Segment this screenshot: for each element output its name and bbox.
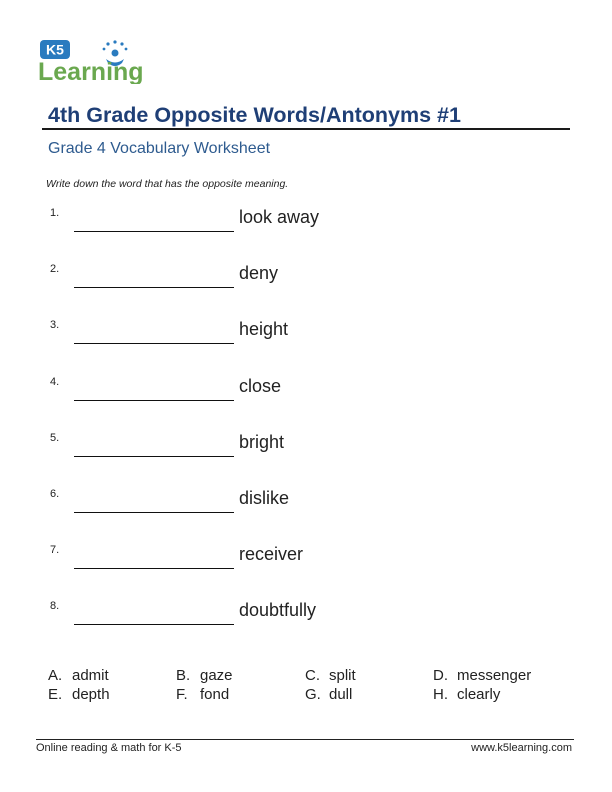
question-item [0, 488, 612, 528]
title-underline [42, 128, 570, 130]
k5-learning-logo [38, 38, 154, 84]
logo-wordmark: Learning [38, 58, 144, 84]
question-number: 4. [50, 376, 60, 388]
question-word: dislike [239, 488, 290, 508]
question-item [0, 376, 612, 416]
page-subtitle: Grade 4 Vocabulary Worksheet [48, 140, 271, 157]
answer-blank[interactable] [74, 456, 234, 457]
question-item [0, 319, 612, 359]
question-number: 1. [50, 207, 60, 219]
question-item [0, 544, 612, 584]
word-bank-row [0, 686, 612, 706]
question-word: look away [239, 207, 320, 227]
answer-blank[interactable] [74, 287, 234, 288]
question-number: 8. [50, 600, 60, 612]
question-word: deny [239, 263, 279, 283]
question-number: 3. [50, 319, 60, 331]
word-bank-option: C. split [305, 667, 356, 684]
question-word: bright [239, 432, 285, 452]
question-item [0, 263, 612, 303]
word-bank-option: H. clearly [433, 686, 501, 703]
word-bank-option: E. depth [48, 686, 110, 703]
word-bank-option: F. fond [176, 686, 230, 703]
word-bank-option: D. messenger [433, 667, 532, 684]
question-number: 2. [50, 263, 60, 275]
logo-badge-text: K5 [46, 41, 64, 58]
question-number: 6. [50, 488, 60, 500]
question-number: 7. [50, 544, 60, 556]
question-item [0, 207, 612, 247]
question-word: height [239, 319, 289, 339]
logo-stars-icon [103, 40, 128, 50]
word-bank-row [0, 667, 612, 687]
answer-blank[interactable] [74, 231, 234, 232]
question-item [0, 600, 612, 640]
answer-blank[interactable] [74, 400, 234, 401]
footer-divider [36, 739, 574, 740]
answer-blank[interactable] [74, 512, 234, 513]
page-title: 4th Grade Opposite Words/Antonyms #1 [48, 103, 461, 127]
answer-blank[interactable] [74, 624, 234, 625]
word-bank-option: B. gaze [176, 667, 233, 684]
answer-blank[interactable] [74, 343, 234, 344]
question-word: receiver [239, 544, 304, 564]
question-word: close [239, 376, 282, 396]
question-item [0, 432, 612, 472]
footer-tagline: Online reading & math for K-5 [36, 742, 182, 754]
footer-website-link[interactable]: www.k5learning.com [471, 742, 572, 754]
instructions: Write down the word that has the opposite meaning. [46, 178, 289, 190]
question-word: doubtfully [239, 600, 317, 620]
word-bank-option: G. dull [305, 686, 353, 703]
answer-blank[interactable] [74, 568, 234, 569]
word-bank-option: A. admit [48, 667, 109, 684]
question-number: 5. [50, 432, 60, 444]
